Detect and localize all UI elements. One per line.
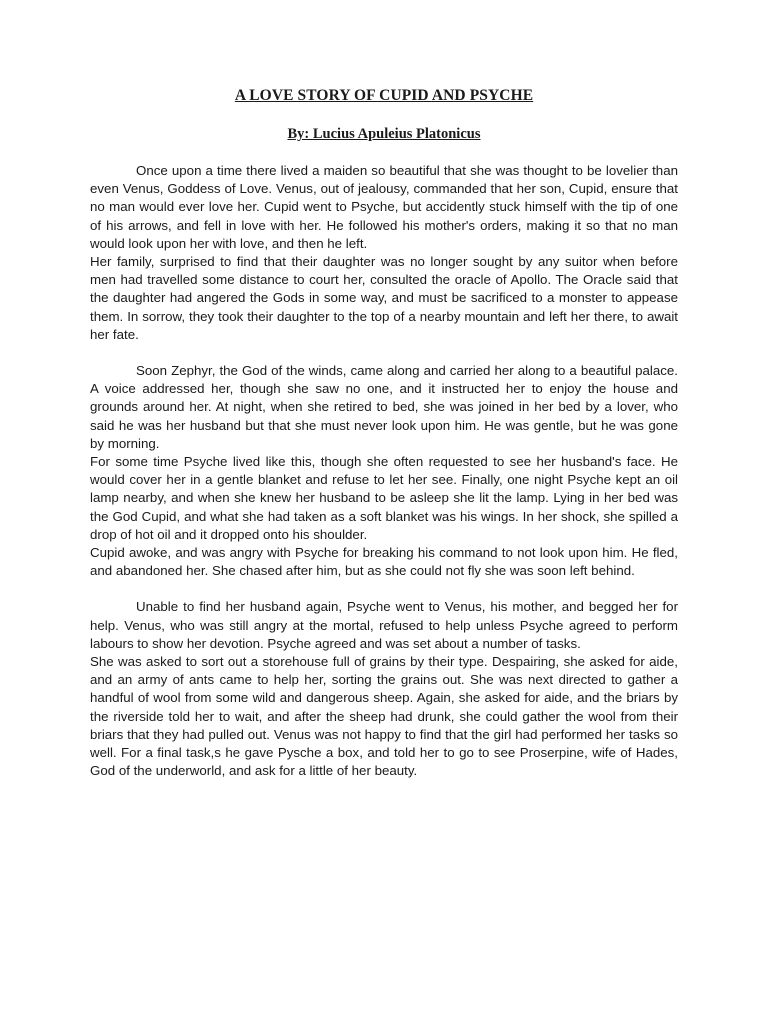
document-page — [90, 86, 678, 781]
paragraph: Soon Zephyr, the God of the winds, came along and carried her along to a beautiful palace. A voice addressed her, though she saw no one, and it instructed her to enjoy the house and grounds around her. At night, when she retired to bed, she was joined in her bed by a lover, who said he was her husband but that she must never look upon him. He was gentle, but he was gone by morning. — [90, 363, 678, 451]
document-body — [90, 162, 678, 781]
document-title: A LOVE STORY OF CUPID AND PSYCHE — [234, 87, 534, 104]
document-byline: By: Lucius Apuleius Platonicus — [287, 126, 481, 142]
paragraph: Unable to find her husband again, Psyche went to Venus, his mother, and begged her for help. Venus, who was still angry at the mortal, refused to help unless Psyche agreed to perform labours to show her devotion. Psyche agreed and was set about a number of tasks. — [90, 599, 678, 651]
paragraph: Once upon a time there lived a maiden so beautiful that she was thought to be lovelier than even Venus, Goddess of Love. Venus, out of jealousy, commanded that her son, Cupid, ensure that no man would ever love her. Cupid went to Psyche, but accidently stuck himself with the tip of one of his arrows, and fell in love with her. He followed his mother's orders, making it so that no man would look upon her with love, and then he left. — [90, 163, 678, 251]
paragraph: Her family, surprised to find that their daughter was no longer sought by any suitor when before men had travelled some distance to court her, consulted the oracle of Apollo. The Oracle said that the daughter had angered the Gods in some way, and must be sacrificed to a monster to appease them. In sorrow, they took their daughter to the top of a nearby mountain and left her there, to await her fate. — [90, 254, 678, 342]
paragraph: Cupid awoke, and was angry with Psyche for breaking his command to not look upon him. He fled, and abandoned her. She chased after him, but as she could not fly she was soon left behind. — [90, 545, 678, 579]
paragraph: For some time Psyche lived like this, though she often requested to see her husband's face. He would cover her in a gentle blanket and refuse to let her see. Finally, one night Psyche kept an oil lamp nearby, and when she knew her husband to be asleep she lit the lamp. Lying in her bed was the God Cupid, and what she had taken as a soft blanket was his wings. In her shock, she spilled a drop of hot oil and it dropped onto his shoulder. — [90, 454, 678, 542]
paragraph: She was asked to sort out a storehouse full of grains by their type. Despairing, she asked for aide, and an army of ants came to help her, sorting the grains out. She was next directed to gather a handful of wool from some wild and dangerous sheep. Again, she asked for aide, and the briars by the riverside told her to wait, and after the sheep had drunk, she could gather the wool from their briars that they had pulled out. Venus was not happy to find that the girl had performed her tasks so well. For a final task,s he gave Pysche a box, and told her to go to see Proserpine, wife of Hades, God of the underworld, and ask for a little of her beauty. — [90, 654, 678, 779]
